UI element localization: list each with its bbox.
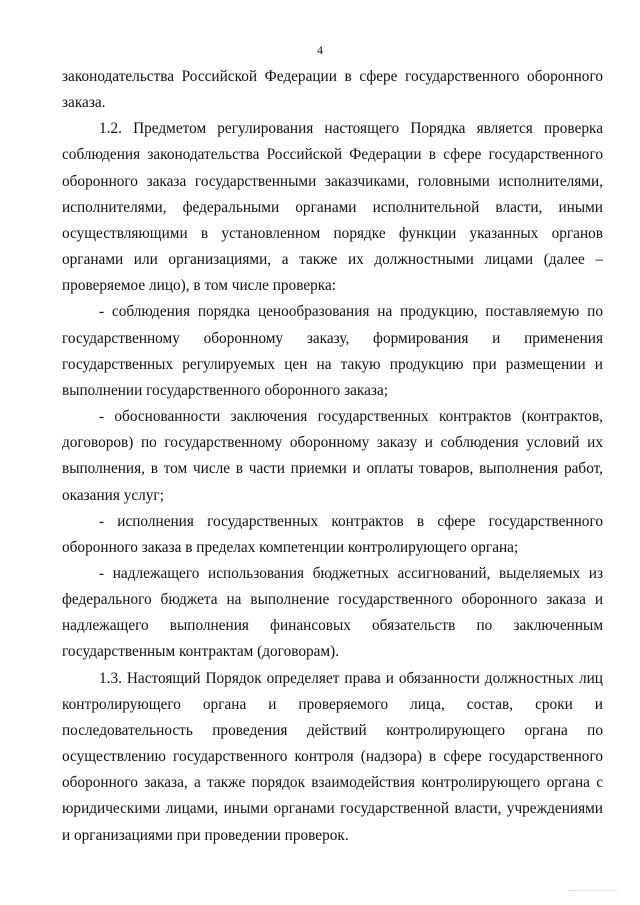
document-body — [62, 64, 603, 849]
scan-artifact — [568, 884, 618, 891]
page-number: 4 — [317, 43, 323, 57]
paragraph-list-item-contracts: - обоснованности заключения государственных контрактов (контрактов, договоров) по государственному оборонному заказу и соблюдения условий их выполнения, в том числе в части приемки и оплаты товаров, выполнения работ, оказания услуг; — [62, 408, 603, 504]
paragraph-list-item-budget: - надлежащего использования бюджетных ассигнований, выделяемых из федерального бюджета на выполнение государственного оборонного заказа и надлежащего выполнения финансовых обязательств по заключенным государственным контрактам (договорам). — [62, 564, 603, 661]
paragraph-list-item-execution: - исполнения государственных контрактов в сфере государственного оборонного заказа в пределах компетенции контролирующего органа; — [62, 512, 603, 556]
paragraph-continuation: законодательства Российской Федерации в сфере государственного оборонного заказа. — [62, 68, 603, 112]
paragraph-section-1-3: 1.3. Настоящий Порядок определяет права и обязанности должностных лиц контролирующего органа и проверяемого лица, состав, сроки и последовательность проведения действий контролирующего органа по осуществлению государственного контроля (надзора) в сфере государственного оборонного заказа, а также порядок взаимодействия контролирующего органа с юридическими лицами, иными органами государственной власти, учреждениями и организациями при проведении проверок. — [62, 669, 603, 844]
paragraph-section-1-2: 1.2. Предметом регулирования настоящего Порядка является проверка соблюдения законодательства Российской Федерации в сфере государственного оборонного заказа государственными заказчиками, головными исполнителями, исполнителями, федеральными органами исполнительной власти, иными осуществляющими в установленном порядке функции указанных органов органами или организациями, а также их должностными лицами (далее – проверяемое лицо), в том числе проверка: — [62, 120, 603, 295]
paragraph-list-item-pricing: - соблюдения порядка ценообразования на продукцию, поставляемую по государственному оборонному заказу, формирования и применения государственных регулируемых цен на такую продукцию при размещении и выполнении государственного оборонного заказа; — [62, 303, 603, 399]
